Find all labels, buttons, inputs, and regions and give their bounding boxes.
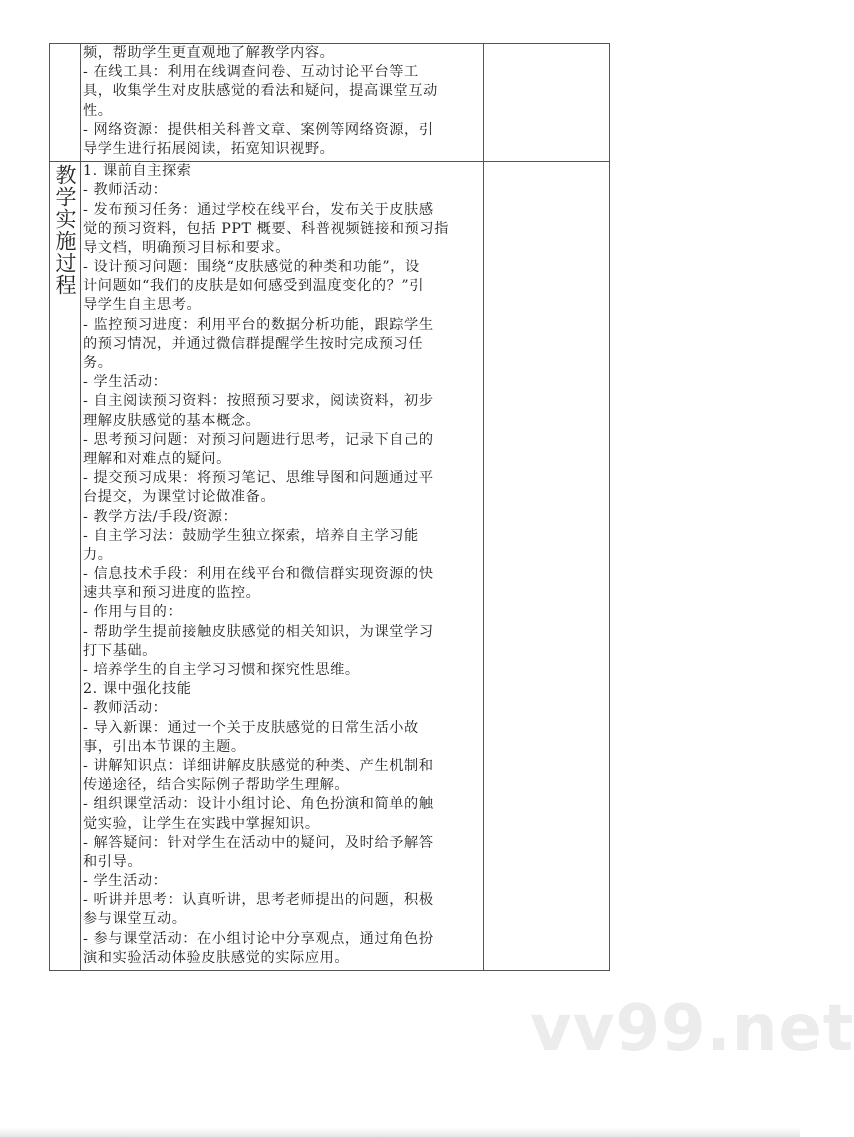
content-line: - 学生活动：	[83, 374, 168, 391]
content-line: 台提交，为课堂讨论做准备。	[83, 489, 276, 506]
content-line: 和引导。	[83, 853, 143, 870]
content-line: - 教学方法/手段/资源：	[83, 508, 238, 525]
table-body	[50, 44, 610, 971]
content-line: - 网络资源：提供相关科普文章、案例等网络资源，引	[83, 121, 434, 138]
content-line: - 自主学习法：鼓励学生独立探索，培养自主学习能	[83, 527, 419, 544]
row-notes-cell	[484, 44, 610, 162]
content-line: 传递途径，结合实际例子帮助学生理解。	[83, 777, 350, 794]
content-line: - 教师活动：	[83, 182, 168, 199]
content-line: 的预习情况，并通过微信群提醒学生按时完成预习任	[83, 335, 424, 352]
row-label-cell	[50, 162, 81, 971]
content-line: 事，引出本节课的主题。	[83, 738, 246, 755]
content-line: 速共享和预习进度的监控。	[83, 585, 261, 602]
lesson-plan-table	[49, 43, 610, 971]
content-line: 觉实验，让学生在实践中掌握知识。	[83, 815, 320, 832]
row-label-cell	[50, 44, 81, 162]
row-content-cell	[81, 44, 484, 162]
content-line: 具，收集学生对皮肤感觉的看法和疑问，提高课堂互动	[83, 83, 438, 100]
page-bottom-shadow	[0, 1127, 800, 1137]
content-line: 打下基础。	[83, 642, 157, 659]
content-line: - 在线工具：利用在线调查问卷、互动讨论平台等工	[83, 64, 419, 81]
content-line: 频，帮助学生更直观地了解教学内容。	[83, 45, 335, 61]
row-content-cell	[81, 162, 484, 971]
content-line: 1. 课前自主探索	[83, 163, 192, 180]
content-line: 参与课堂互动。	[83, 911, 187, 928]
content-line: 理解皮肤感觉的基本概念。	[83, 412, 261, 429]
content-line: - 监控预习进度：利用平台的数据分析功能，跟踪学生	[83, 316, 434, 333]
content-line: - 导入新课：通过一个关于皮肤感觉的日常生活小故	[83, 719, 419, 736]
content-line: - 信息技术手段：利用在线平台和微信群实现资源的快	[83, 566, 434, 583]
content-line: - 设计预习问题：围绕“皮肤感觉的种类和功能”，设	[83, 259, 420, 276]
content-line: 导学生进行拓展阅读，拓宽知识视野。	[83, 140, 335, 157]
content-line: 演和实验活动体验皮肤感觉的实际应用。	[83, 949, 350, 966]
content-line: - 帮助学生提前接触皮肤感觉的相关知识，为课堂学习	[83, 623, 434, 640]
content-line: 导文档，明确预习目标和要求。	[83, 239, 291, 256]
content-line: 力。	[83, 546, 113, 563]
content-line: - 听讲并思考：认真听讲，思考老师提出的问题，积极	[83, 892, 434, 909]
content-line: - 自主阅读预习资料：按照预习要求，阅读资料，初步	[83, 393, 434, 410]
row-label: 教学实施过程	[53, 164, 77, 297]
content-line: - 组织课堂活动：设计小组讨论、角色扮演和简单的触	[83, 796, 434, 813]
content-line: - 培养学生的自主学习习惯和探究性思维。	[83, 662, 360, 678]
content-line: - 学生活动：	[83, 873, 168, 890]
content-line: 性。	[83, 102, 113, 119]
content-line: 理解和对难点的疑问。	[83, 450, 231, 467]
content-line: - 讲解知识点：详细讲解皮肤感觉的种类、产生机制和	[83, 757, 434, 774]
content-line: - 提交预习成果：将预习笔记、思维导图和问题通过平	[83, 470, 434, 487]
content-line: - 作用与目的：	[83, 604, 183, 621]
content-line: 导学生自主思考。	[83, 297, 202, 314]
content-line: 觉的预习资料，包括 PPT 概要、科普视频链接和预习指	[83, 220, 449, 237]
content-line: - 参与课堂活动：在小组讨论中分享观点，通过角色扮	[83, 930, 434, 947]
content-line: - 发布预习任务：通过学校在线平台，发布关于皮肤感	[83, 201, 434, 218]
content-line: 2. 课中强化技能	[83, 681, 192, 698]
content-line: - 教师活动：	[83, 700, 168, 717]
content-line: 计问题如“我们的皮肤是如何感受到温度变化的？”引	[83, 278, 425, 295]
content-line: - 解答疑问：针对学生在活动中的疑问，及时给予解答	[83, 834, 434, 851]
content-line: 务。	[83, 355, 113, 371]
table-row	[50, 44, 610, 162]
watermark: vv99.net	[530, 992, 854, 1066]
content-line: - 思考预习问题：对预习问题进行思考，记录下自己的	[83, 431, 434, 448]
row-notes-cell	[484, 162, 610, 971]
table-row	[50, 162, 610, 971]
